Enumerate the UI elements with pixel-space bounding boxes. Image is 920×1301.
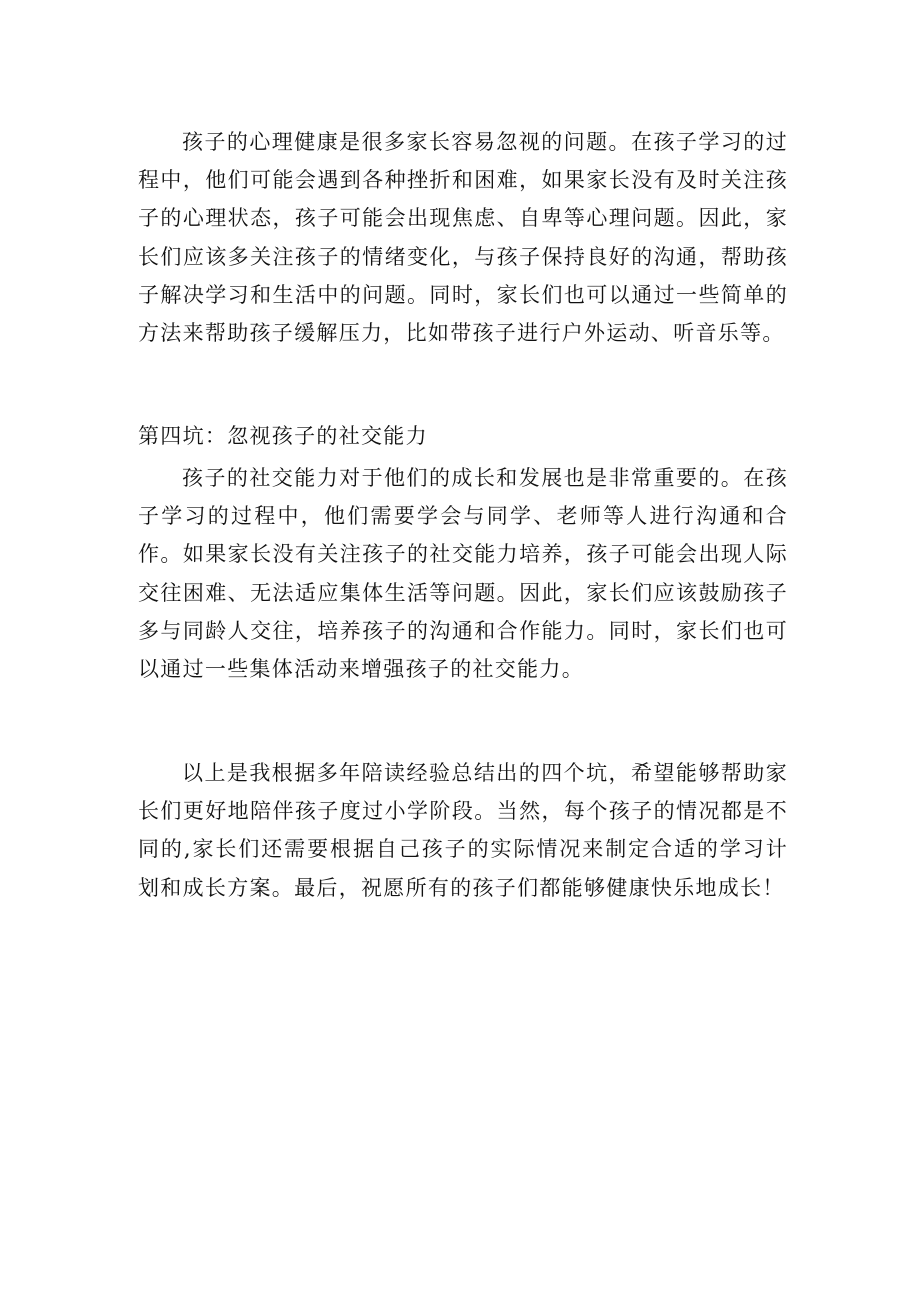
paragraph-mental-health: 孩子的心理健康是很多家长容易忽视的问题。在孩子学习的过程中，他们可能会遇到各种挫折和困难，如果家长没有及时关注孩子的心理状态，孩子可能会出现焦虑、自卑等心理问题。因此，家长们应该多关注孩子的情绪变化，与孩子保持良好的沟通，帮助孩子解决学习和生活中的问题。同时，家长们也可以通过一些简单的方法来帮助孩子缓解压力，比如带孩子进行户外运动、听音乐等。 [138,130,788,346]
paragraph-social-skills: 孩子的社交能力对于他们的成长和发展也是非常重要的。在孩子学习的过程中，他们需要学会与同学、老师等人进行沟通和合作。如果家长没有关注孩子的社交能力培养，孩子可能会出现人际交往困难、无法适应集体生活等问题。因此，家长们应该鼓励孩子多与同龄人交往，培养孩子的沟通和合作能力。同时，家长们也可以通过一些集体活动来增强孩子的社交能力。 [138,466,788,682]
paragraph-conclusion: 以上是我根据多年陪读经验总结出的四个坑，希望能够帮助家长们更好地陪伴孩子度过小学阶段。当然，每个孩子的情况都是不同的,家长们还需要根据自己孩子的实际情况来制定合适的学习计划和成长方案。最后，祝愿所有的孩子们都能够健康快乐地成长！ [138,761,788,900]
section-heading: 第四坑：忽视孩子的社交能力 [138,424,428,448]
